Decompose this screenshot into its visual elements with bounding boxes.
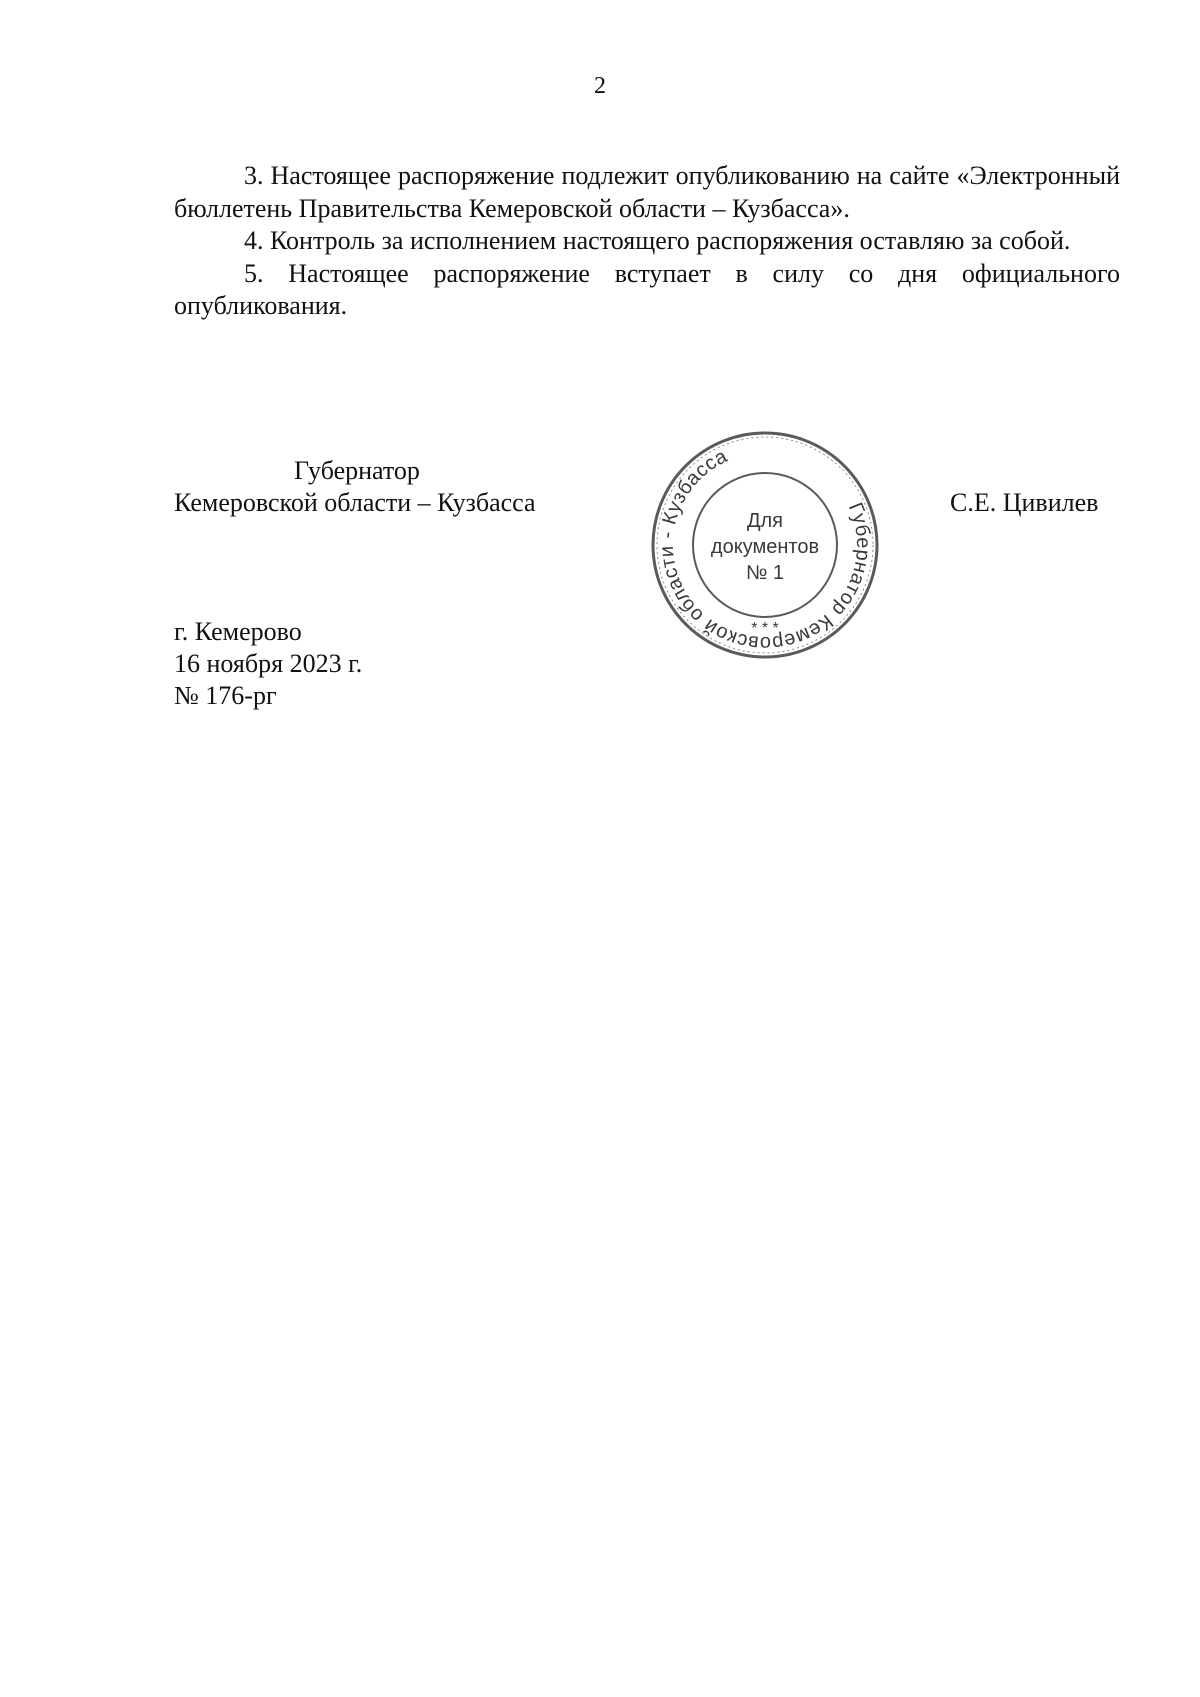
signatory-name: С.Е. Цивилев xyxy=(950,488,1099,517)
page-number: 2 xyxy=(594,73,606,99)
seal-center-line3: № 1 xyxy=(745,562,785,584)
seal-center-line2: документов xyxy=(710,536,820,558)
place-date-block xyxy=(174,616,362,712)
paragraph-5: 5. Настоящее распоряжение вступает в силу со дня официального опубликования. xyxy=(174,258,1120,320)
seal-bottom-mark: * * * xyxy=(751,620,779,637)
signature-title-line2: Кемеровской области – Кузбасса xyxy=(174,488,536,517)
seal-center-line1: Для xyxy=(746,510,784,532)
city: г. Кемерово xyxy=(174,617,302,646)
signature-title xyxy=(174,455,536,519)
document-number: № 176-рг xyxy=(174,681,277,710)
seal-ring-text: Губернатор Кемеровской области - Кузбасса xyxy=(655,445,875,655)
document-date: 16 ноября 2023 г. xyxy=(174,649,363,678)
official-seal xyxy=(645,425,885,665)
document-body xyxy=(174,160,1120,323)
paragraph-3: 3. Настоящее распоряжение подлежит опубликованию на сайте «Электронный бюллетень Правительства Кемеровской области – Кузбасса». xyxy=(174,161,1120,223)
signature-title-line1: Губернатор xyxy=(294,456,420,485)
paragraph-4: 4. Контроль за исполнением настоящего распоряжения оставляю за собой. xyxy=(244,226,1071,255)
